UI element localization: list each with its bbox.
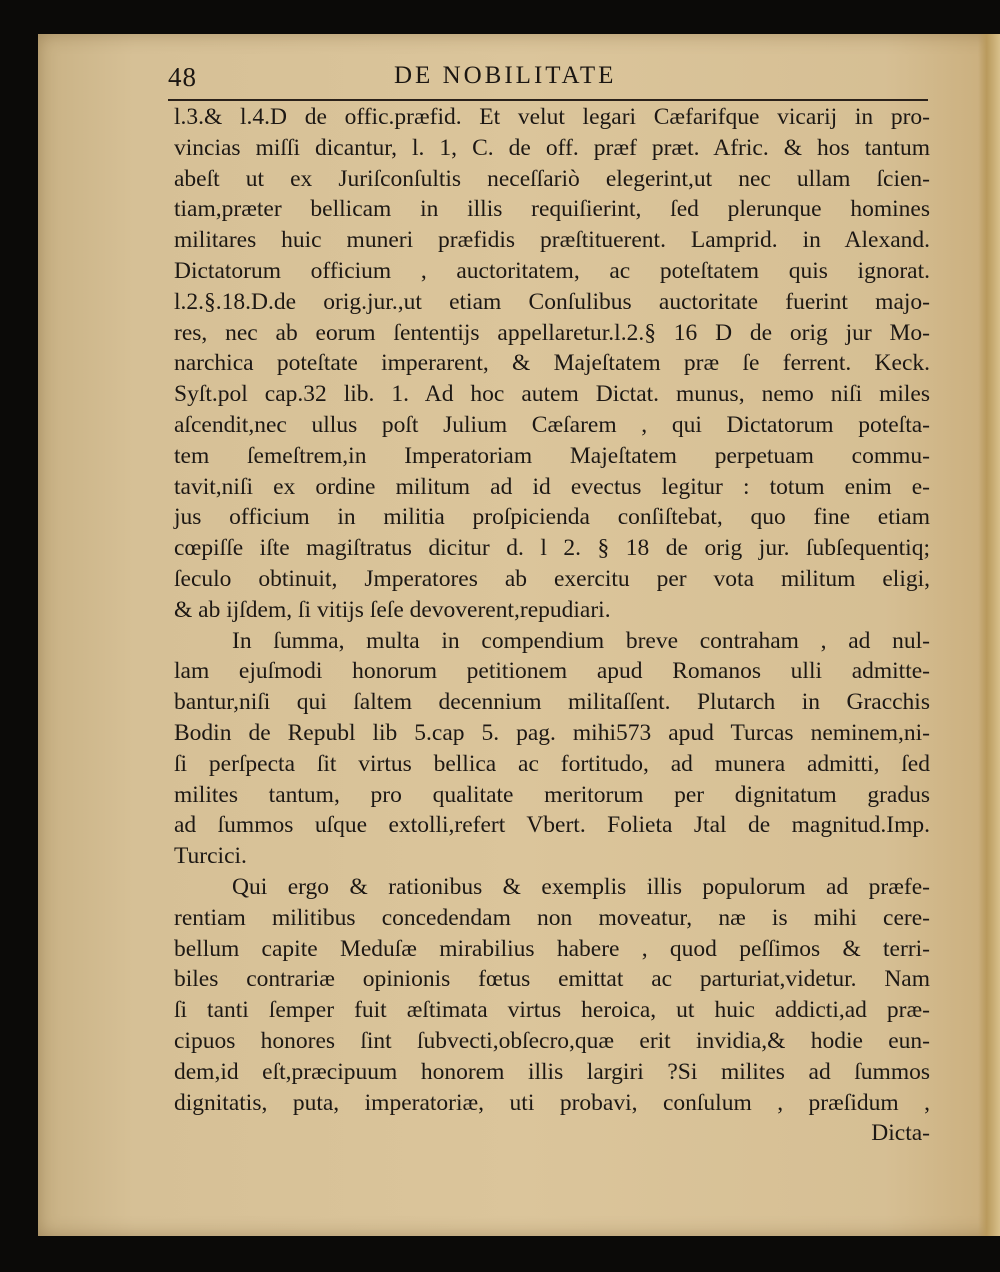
text-line: dignitatis, puta, imperatoriæ, uti probavi, conſulum , præſidum , [174,1089,930,1116]
body-text [174,102,930,1149]
text-line: rentiam militibus concedendam non moveatur, næ is mihi cere- [174,904,930,931]
text-line: vincias miſſi dicantur, l. 1, C. de off. præf præt. Afric. & hos tantum [174,134,930,161]
text-line: ſi tanti ſemper fuit æſtimata virtus heroica, ut huic addicti,ad præ- [174,997,930,1024]
text-line: res, nec ab eorum ſententijs appellaretur.l.2.§ 16 D de orig jur Mo- [174,319,930,346]
text-line: ſeculo obtinuit, Jmperatores ab exercitu per vota militum eligi, [174,565,930,592]
text-line: aſcendit,nec ullus poſt Julium Cæſarem , qui Dictatorum poteſta- [174,411,930,438]
paragraph-start-line: In ſumma, multa in compendium breve contraham , ad nul- [232,627,930,654]
text-line: cœpiſſe iſte magiſtratus dicitur d. l 2. § 18 de orig jur. ſubſequentiq; [174,535,930,562]
text-line: milites tantum, pro qualitate meritorum per dignitatum gradus [174,781,930,808]
text-line: bantur,niſi qui ſaltem decennium militaſſent. Plutarch in Gracchis [174,689,930,716]
page-edge [978,34,1000,1236]
text-line: lam ejuſmodi honorum petitionem apud Romanos ulli admitte- [174,658,930,685]
text-line: cipuos honores ſint ſubvecti,obſecro,quæ erit invidia,& hodie eun- [174,1027,930,1054]
text-line: tiam,præter bellicam in illis requiſierint, ſed plerunque homines [174,196,930,223]
text-line: abeſt ut ex Juriſconſultis neceſſariò elegerint,ut nec ullam ſcien- [174,165,930,192]
catchword: Dicta- [871,1120,930,1147]
text-line: Turcici. [174,843,247,870]
book-page [38,34,1000,1236]
text-line: militares huic muneri præfidis præſtituerent. Lamprid. in Alexand. [174,227,930,254]
header-rule [168,99,928,101]
text-line: Syſt.pol cap.32 lib. 1. Ad hoc autem Dictat. munus, nemo niſi miles [174,381,930,408]
text-line: & ab ijſdem, ſi vitijs ſeſe devoverent,repudiari. [174,596,611,623]
text-line: ſi perſpecta ſit virtus bellica ac fortitudo, ad munera admitti, ſed [174,750,930,777]
running-title: DE NOBILITATE [394,62,617,89]
text-line: ad ſummos uſque extolli,refert Vbert. Folieta Jtal de magnitud.Imp. [174,812,930,839]
text-line: biles contrariæ opinionis fœtus emittat ac parturiat,videtur. Nam [174,966,930,993]
text-line: Bodin de Republ lib 5.cap 5. pag. mihi573 apud Turcas neminem,ni- [174,719,930,746]
text-line: narchica poteſtate imperarent, & Majeſtatem præ ſe ferrent. Keck. [174,350,930,377]
text-line: tem ſemeſtrem,in Imperatoriam Majeſtatem perpetuam commu- [174,442,930,469]
text-line: l.2.§.18.D.de orig.jur.,ut etiam Conſulibus auctoritate fuerint majo- [174,288,930,315]
paragraph-start-line: Qui ergo & rationibus & exemplis illis populorum ad præfe- [232,873,930,900]
text-line: bellum capite Meduſæ mirabilius habere , quod peſſimos & terri- [174,935,930,962]
text-line: l.3.& l.4.D de offic.præfid. Et velut legari Cæfarifque vicarij in pro- [174,104,930,130]
page-number: 48 [168,62,197,92]
text-line: dem,id eſt,præcipuum honorem illis largiri ?Si milites ad ſummos [174,1058,930,1085]
text-line: Dictatorum officium , auctoritatem, ac poteſtatem quis ignorat. [174,257,930,284]
text-line: tavit,niſi ex ordine militum ad id evectus legitur : totum enim e- [174,473,930,500]
text-line: jus officium in militia proſpicienda conſiſtebat, quo fine etiam [174,504,930,531]
